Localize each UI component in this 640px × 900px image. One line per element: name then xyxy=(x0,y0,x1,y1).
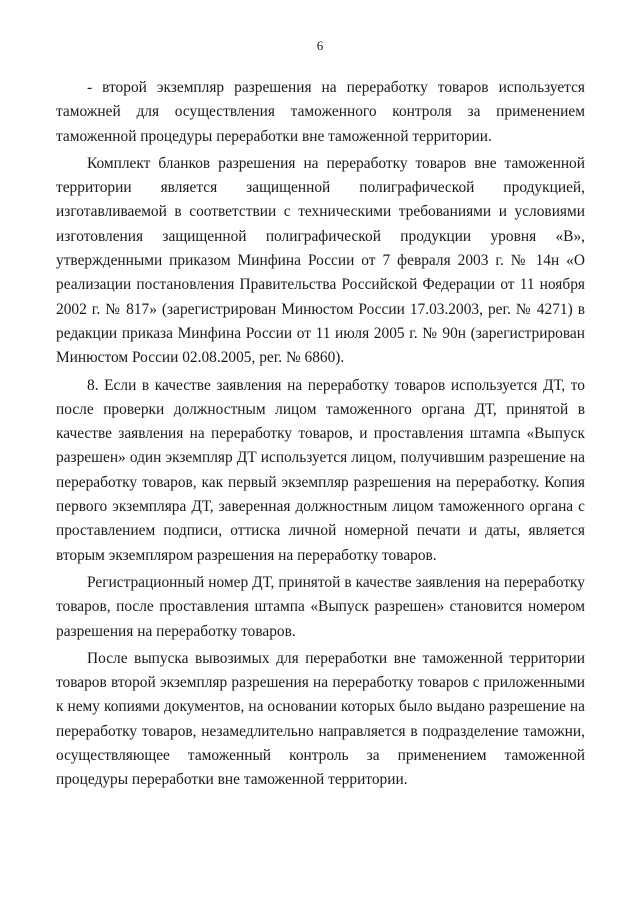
paragraph-blank-forms: Комплект бланков разрешения на переработку товаров вне таможенной территории является защищенной полиграфической продукцией, изготавливаемой в соответствии с техническими требованиями и условиями изготовления защищенной полиграфической продукции уровня «В», утвержденными приказом Минфина России от 7 февраля 2003 г. № 14н «О реализации постановления Правительства Российской Федерации от 11 ноября 2002 г. № 817» (зарегистрирован Минюстом России 17.03.2003, рег. № 4271) в редакции приказа Минфина России от 11 июля 2005 г. № 90н (зарегистрирован Минюстом России 02.08.2005, рег. № 6860). xyxy=(56,154,585,367)
document-body xyxy=(56,76,585,793)
paragraph-item-8: 8. Если в качестве заявления на переработку товаров используется ДТ, то после проверки должностным лицом таможенного органа ДТ, принятой в качестве заявления на переработку товаров, и проставления штампа «Выпуск разрешен» один экземпляр ДТ используется лицом, получившим разрешение на переработку товаров, как первый экземпляр разрешения на переработку. Копия первого экземпляра ДТ, заверенная должностным лицом таможенного органа с проставлением подписи, оттиска личной номерной печати и даты, является вторым экземпляром разрешения на переработку товаров. xyxy=(56,376,585,564)
paragraph-second-copy: - второй экземпляр разрешения на переработку товаров используется таможней для осуществления таможенного контроля за применением таможенной процедуры переработки вне таможенной территории. xyxy=(56,79,585,145)
page-number: 6 xyxy=(316,38,324,53)
paragraph-registration-number: Регистрационный номер ДТ, принятой в качестве заявления на переработку товаров, после проставления штампа «Выпуск разрешен» становится номером разрешения на переработку товаров. xyxy=(56,573,585,640)
paragraph-after-release: После выпуска вывозимых для переработки вне таможенной территории товаров второй экземпляр разрешения на переработку товаров с приложенными к нему копиями документов, на основании которых было выдано разрешение на переработку товаров, незамедлительно направляется в подразделение таможни, осуществляющее таможенный контроль за применением таможенной процедуры переработки вне таможенной территории. xyxy=(56,649,585,789)
